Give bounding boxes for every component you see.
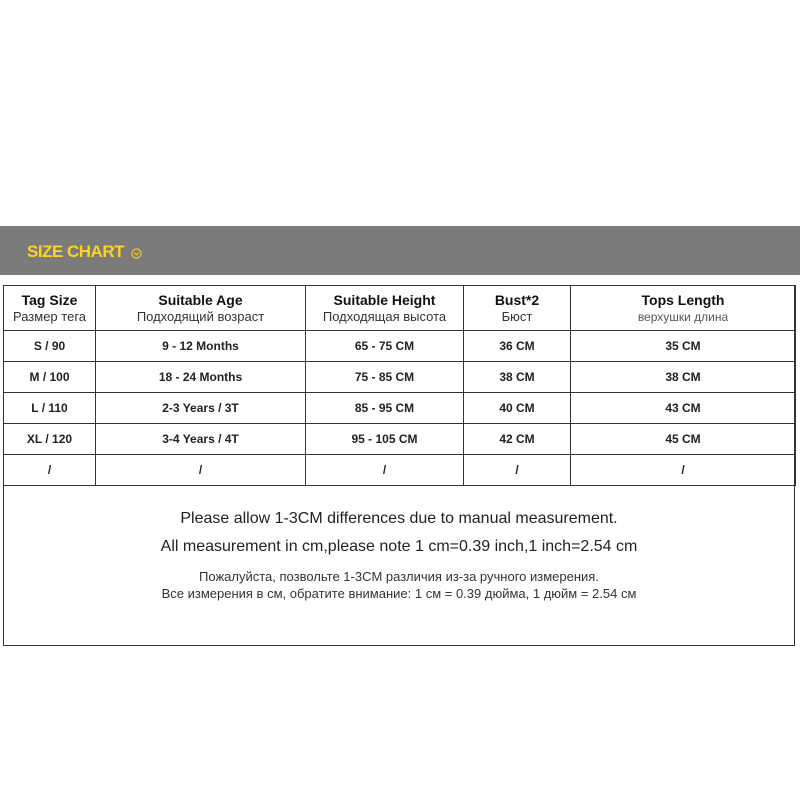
table-cell: 65 - 75 CM [306,331,464,362]
table-cell: 36 CM [464,331,571,362]
table-row [4,362,796,393]
note-russian-line-2: Все измерения в см, обратите внимание: 1 см = 0.39 дюйма, 1 дюйм = 2.54 см [161,586,637,601]
table-row [4,331,796,362]
table-cell: / [571,455,796,486]
table-cell: 40 CM [464,393,571,424]
table-cell: 43 CM [571,393,796,424]
table-cell: 3-4 Years / 4T [96,424,306,455]
table-cell: / [96,455,306,486]
table-row [4,393,796,424]
table-cell: 38 CM [571,362,796,393]
table-cell: S / 90 [4,331,96,362]
column-header-ru: Размер тега [12,308,87,324]
column-header-en: Suitable Height [333,291,436,308]
note-english-line-1: Please allow 1-3CM differences due to manual measurement. [180,510,618,527]
table-cell: / [464,455,571,486]
table-cell: M / 100 [4,362,96,393]
table-row [4,455,796,486]
table-cell: 38 CM [464,362,571,393]
table-cell: / [306,455,464,486]
table-cell: XL / 120 [4,424,96,455]
column-header-en: Tops Length [641,291,725,308]
size-chart-title: SIZE CHART [27,242,124,261]
table-cell: 95 - 105 CM [306,424,464,455]
table-cell: / [4,455,96,486]
table-cell: L / 110 [4,393,96,424]
table-cell: 85 - 95 CM [306,393,464,424]
chevron-down-circle-icon [131,248,142,259]
note-russian-line-1: Пожалуйста, позвольте 1-3CM различия из-за ручного измерения. [199,569,599,584]
column-header-ru: Подходящая высота [322,308,447,324]
table-cell: 9 - 12 Months [96,331,306,362]
column-header-ru: верхушки длина [637,309,729,324]
column-header-tag-size [4,286,96,331]
column-header-ru: Подходящий возраст [136,308,265,324]
table-cell: 75 - 85 CM [306,362,464,393]
column-header-en: Bust*2 [494,291,540,308]
size-table [3,285,796,486]
column-header-en: Suitable Age [158,291,243,308]
column-header-suitable-height [306,286,464,331]
table-cell: 35 CM [571,331,796,362]
column-header-en: Tag Size [21,291,78,308]
column-header-ru: Бюст [501,308,533,324]
table-row [4,424,796,455]
column-header-bust [464,286,571,331]
table-header-row [4,286,796,331]
table-cell: 2-3 Years / 3T [96,393,306,424]
note-english-line-2: All measurement in cm,please note 1 cm=0.39 inch,1 inch=2.54 cm [160,538,638,555]
table-cell: 45 CM [571,424,796,455]
table-cell: 42 CM [464,424,571,455]
table-cell: 18 - 24 Months [96,362,306,393]
column-header-tops-length [571,286,796,331]
column-header-suitable-age [96,286,306,331]
